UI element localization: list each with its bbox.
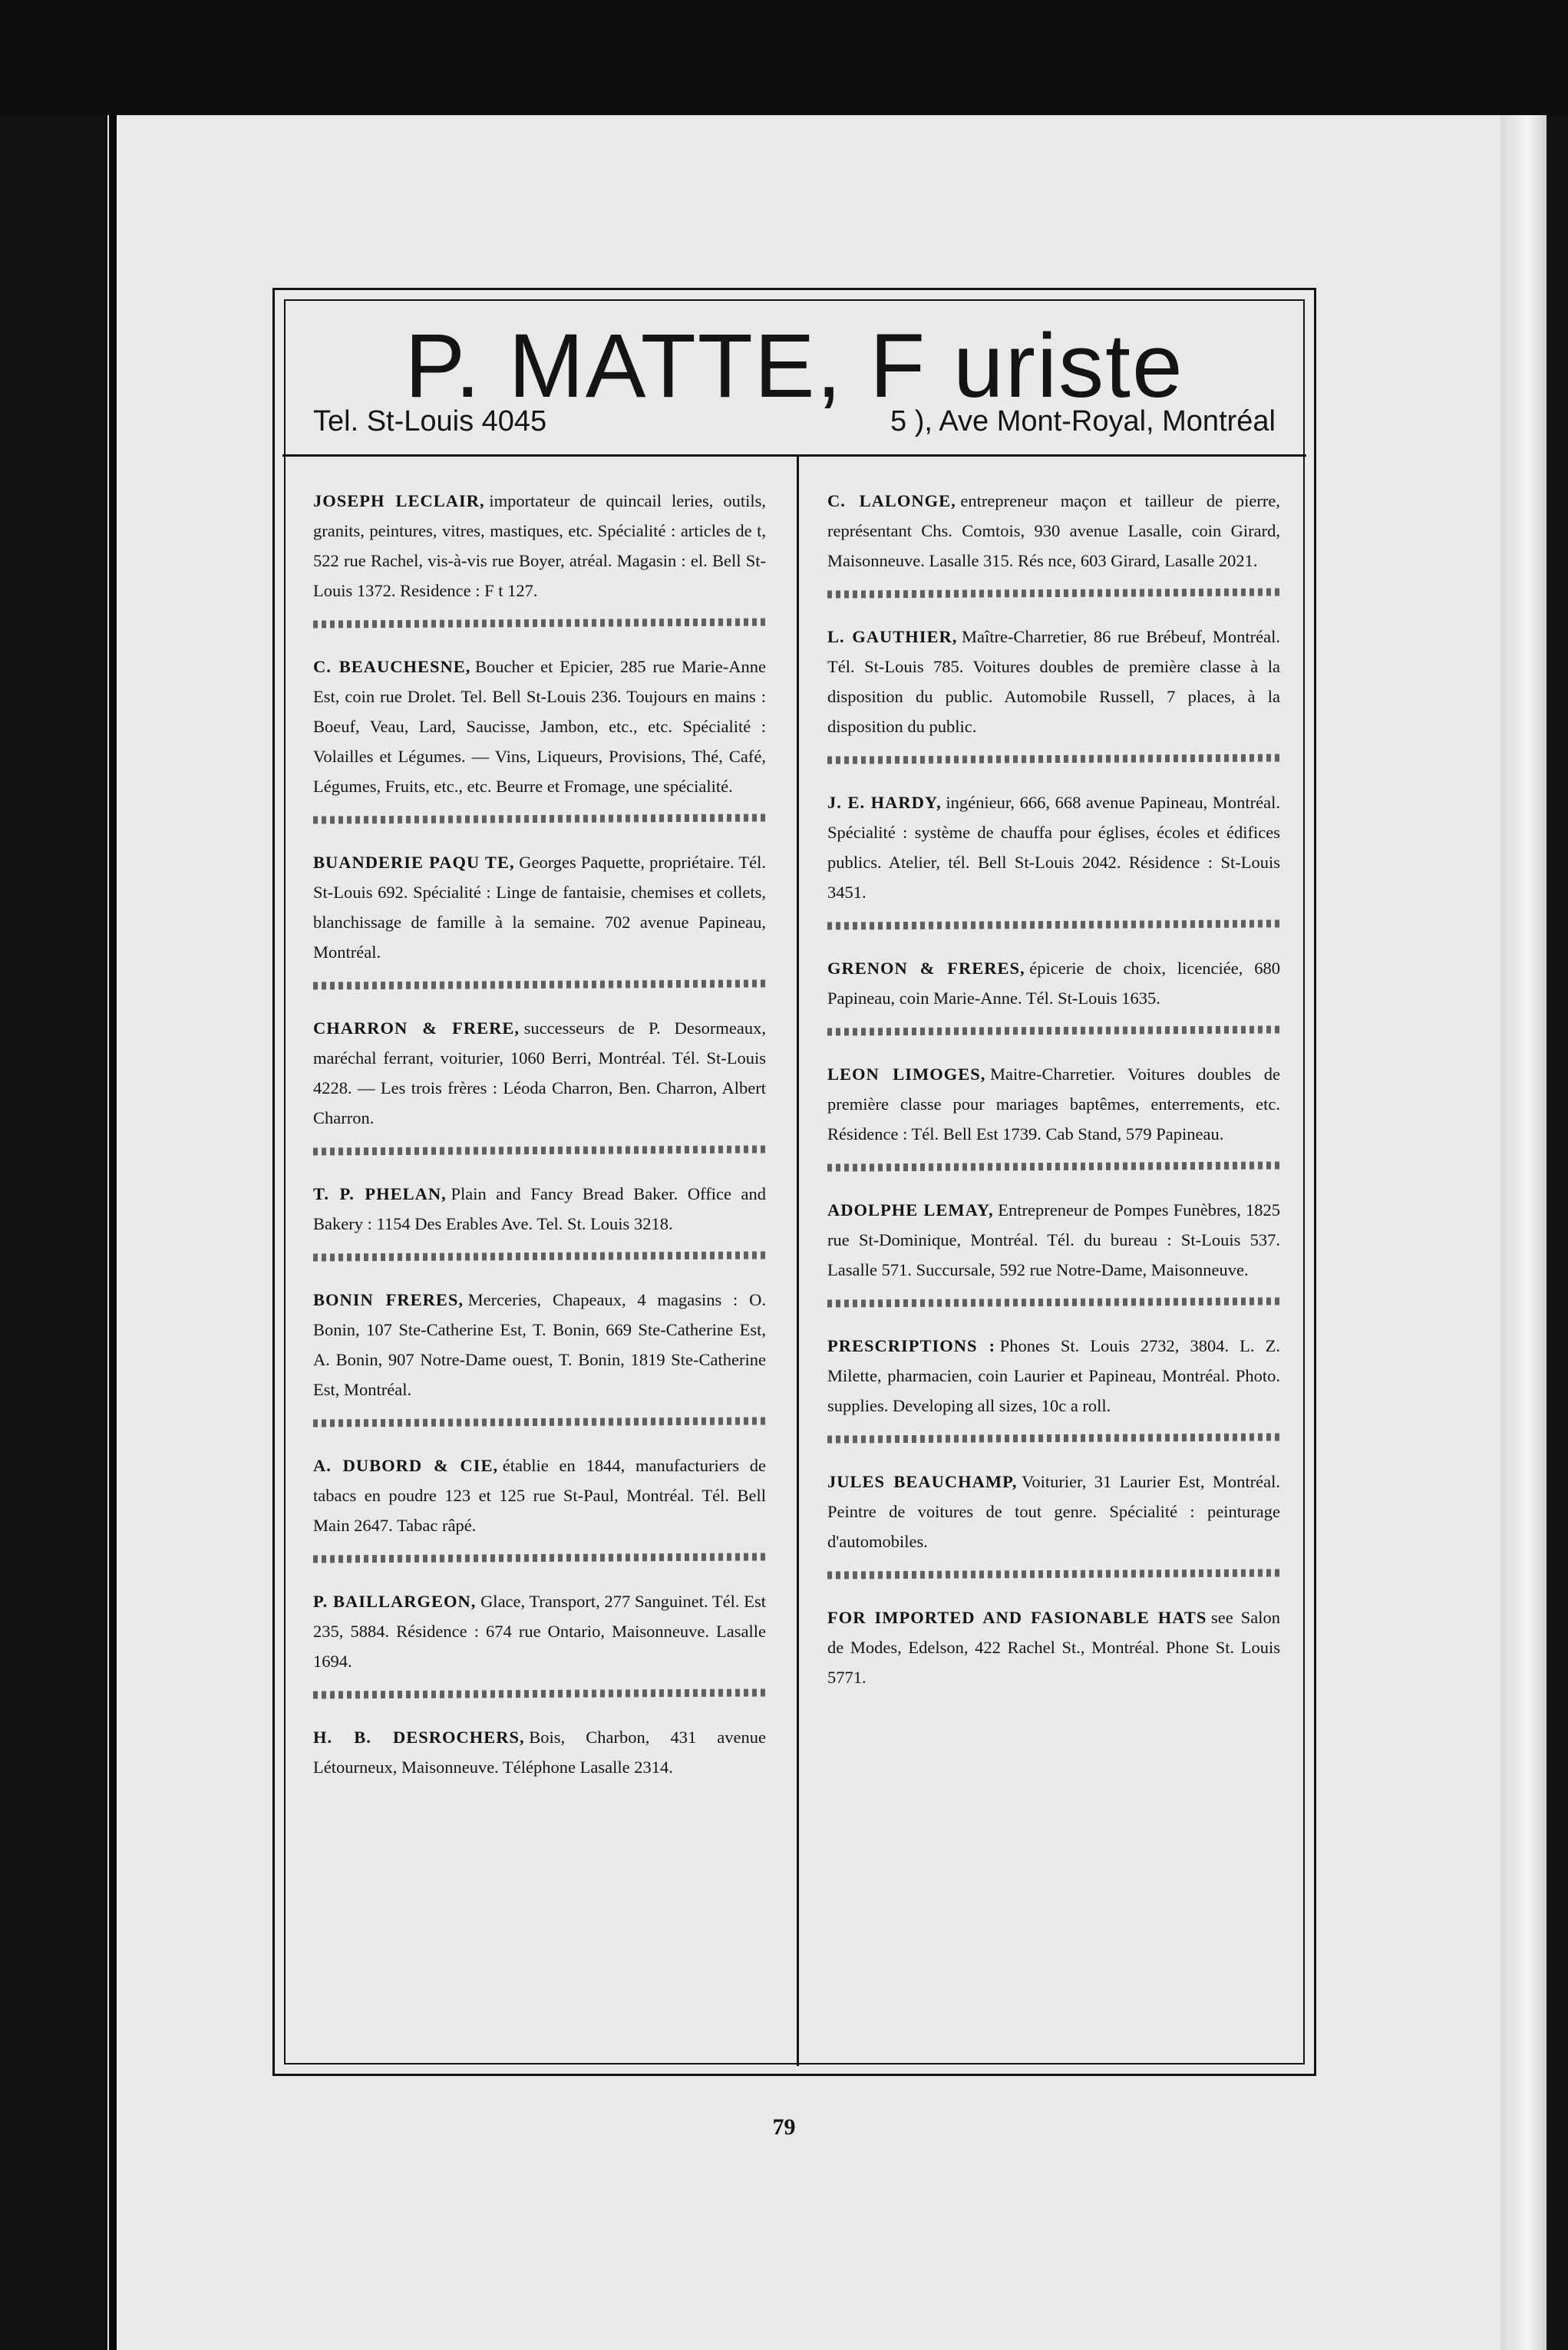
wavy-separator bbox=[313, 1688, 766, 1698]
wavy-separator bbox=[827, 1297, 1280, 1307]
ad-name: H. B. DESROCHERS, bbox=[313, 1728, 525, 1747]
ad-text: Maître-Charretier, 86 rue Brébeuf, Montréal. Tél. St-Louis 785. Voitures doubles de première classe à la disposition du public. Automobile Russell, 7 places, à la disposition du public. bbox=[827, 627, 1281, 736]
left-column bbox=[313, 486, 766, 1782]
ad-text: Entrepreneur de Pompes Funèbres, 1825 rue St-Dominique, Montréal. Tél. du bureau : St-Louis 537. Lasalle 571. Succursale, 592 rue Notre-Dame, Maisonneuve. bbox=[827, 1200, 1280, 1279]
ad-entry bbox=[313, 1179, 766, 1239]
ad-name: T. P. PHELAN, bbox=[313, 1184, 447, 1203]
page-number: 79 bbox=[772, 2114, 796, 2140]
ad-text: see Salon de Modes, Edelson, 422 Rachel St., Montréal. Phone St. Louis 5771. bbox=[827, 1608, 1281, 1687]
page-title: P. MATTE, F uriste bbox=[404, 315, 1184, 417]
ad-name: CHARRON & FRERE, bbox=[313, 1018, 520, 1038]
ad-text: Bois, Charbon, 431 avenue Létourneux, Maisonneuve. Téléphone Lasalle 2314. bbox=[313, 1728, 766, 1777]
ad-text: ingénieur, 666, 668 avenue Papineau, Montréal. Spécialité : système de chauffa pour églises, écoles et édifices publics. Atelier, tél. Bell St-Louis 2042. Résidence : St-Louis 3451. bbox=[827, 793, 1280, 902]
wavy-separator bbox=[313, 1417, 766, 1427]
ad-name: A. DUBORD & CIE, bbox=[313, 1456, 499, 1475]
ad-text: établie en 1844, manufacturiers de tabacs en poudre 123 et 125 rue St-Paul, Montréal. Tél. Bell Main 2647. Tabac râpé. bbox=[313, 1456, 766, 1535]
wavy-separator bbox=[313, 1145, 766, 1155]
right-column bbox=[827, 486, 1280, 1692]
wavy-separator bbox=[827, 1025, 1280, 1035]
wavy-separator bbox=[313, 1553, 766, 1563]
ad-text: Merceries, Chapeaux, 4 magasins : O. Bonin, 107 Ste-Catherine Est, T. Bonin, 669 Ste-Catherine Est, A. Bonin, 907 Notre-Dame ouest, T. Bonin, 1819 Ste-Catherine Est, Montréal. bbox=[313, 1290, 766, 1399]
wavy-separator bbox=[827, 1433, 1280, 1443]
ad-name: FOR IMPORTED AND FASIONABLE HATS bbox=[827, 1608, 1207, 1627]
ad-entry bbox=[827, 953, 1280, 1013]
wavy-separator bbox=[827, 1569, 1280, 1579]
ad-entry bbox=[313, 486, 766, 606]
binding-shadow bbox=[109, 115, 117, 2350]
ad-entry bbox=[827, 1602, 1280, 1692]
column-divider bbox=[797, 454, 799, 2066]
ad-name: C. BEAUCHESNE, bbox=[313, 657, 471, 676]
ad-text: Boucher et Epicier, 285 rue Marie-Anne Est, coin rue Drolet. Tel. Bell St-Louis 236. Toujours en mains : Boeuf, Veau, Lard, Saucisse, Jambon, etc., etc. Spécialité : Volailles et Légumes. — Vins, Liqueurs, Provisions, Thé, Café, Légumes, Fruits, etc., etc. Beurre et Fromage, une spécialité. bbox=[313, 657, 766, 796]
advertisement-frame bbox=[272, 288, 1316, 2076]
ad-entry bbox=[827, 622, 1280, 741]
ad-text: Plain and Fancy Bread Baker. Office and Bakery : 1154 Des Erables Ave. Tel. St. Louis 3218. bbox=[313, 1184, 766, 1233]
ad-name: PRESCRIPTIONS : bbox=[827, 1336, 996, 1355]
ad-entry bbox=[827, 1059, 1280, 1149]
ad-name: LEON LIMOGES, bbox=[827, 1064, 986, 1084]
ad-name: GRENON & FRERES, bbox=[827, 959, 1025, 978]
ad-entry bbox=[313, 1451, 766, 1540]
ad-entry bbox=[313, 1722, 766, 1782]
ad-entry bbox=[313, 1285, 766, 1404]
ad-name: J. E. HARDY, bbox=[827, 793, 942, 812]
wavy-separator bbox=[827, 588, 1280, 598]
header-telephone: Tel. St-Louis 4045 bbox=[313, 405, 547, 437]
ad-entry bbox=[827, 1331, 1280, 1421]
ad-name: C. LALONGE, bbox=[827, 491, 956, 510]
header-rule bbox=[282, 454, 1306, 457]
page-edge bbox=[1500, 115, 1547, 2350]
ad-text: entrepreneur maçon et tailleur de pierre, représentant Chs. Comtois, 930 avenue Lasalle, coin Girard, Maisonneuve. Lasalle 315. Rés nce, 603 Girard, Lasalle 2021. bbox=[827, 491, 1280, 570]
ad-entry bbox=[827, 486, 1280, 576]
ad-name: L. GAUTHIER, bbox=[827, 627, 958, 646]
ad-name: BONIN FRERES, bbox=[313, 1290, 464, 1309]
ad-text: épicerie de choix, licenciée, 680 Papineau, coin Marie-Anne. Tél. St-Louis 1635. bbox=[827, 959, 1280, 1008]
ad-entry bbox=[313, 847, 766, 967]
header-address: 5 ), Ave Mont-Royal, Montréal bbox=[890, 405, 1276, 437]
wavy-separator bbox=[827, 754, 1280, 764]
ad-text: successeurs de P. Desormeaux, maréchal ferrant, voiturier, 1060 Berri, Montréal. Tél. St-Louis 4228. — Les trois frères : Léoda Charron, Ben. Charron, Albert Charron. bbox=[313, 1018, 766, 1127]
wavy-separator bbox=[313, 1251, 766, 1261]
ad-name: JOSEPH LECLAIR, bbox=[313, 491, 485, 510]
ad-text: Georges Paquette, propriétaire. Tél. St-Louis 692. Spécialité : Linge de fantaisie, chemises et collets, blanchissage de famille à la semaine. 702 avenue Papineau, Montréal. bbox=[313, 853, 767, 962]
ad-entry bbox=[313, 1013, 766, 1133]
ad-text: importateur de quincail leries, outils, granits, peintures, vitres, mastiques, etc. Spécialité : articles de t, 522 rue Rachel, vis-à-vis rue Boyer, atréal. Magasin : el. Bell St-Louis 1372. Residence : F t 127. bbox=[313, 491, 766, 600]
ad-text: Maitre-Charretier. Voitures doubles de première classe pour mariages baptêmes, enterrements, etc. Résidence : Tél. Bell Est 1739. Cab Stand, 579 Papineau. bbox=[827, 1064, 1280, 1144]
wavy-separator bbox=[313, 979, 766, 989]
ad-text: Phones St. Louis 2732, 3804. L. Z. Milette, pharmacien, coin Laurier et Papineau, Montréal. Photo. supplies. Developing all sizes, 10c a roll. bbox=[827, 1336, 1281, 1415]
scan-dark-border bbox=[0, 0, 1568, 115]
wavy-separator bbox=[827, 919, 1280, 929]
ad-entry bbox=[313, 1586, 766, 1676]
ad-name: P. BAILLARGEON, bbox=[313, 1592, 477, 1611]
ad-name: BUANDERIE PAQU TE, bbox=[313, 853, 515, 872]
ad-text: Glace, Transport, 277 Sanguinet. Tél. Est 235, 5884. Résidence : 674 rue Ontario, Maisonneuve. Lasalle 1694. bbox=[313, 1592, 766, 1671]
ad-name: ADOLPHE LEMAY, bbox=[827, 1200, 994, 1220]
ad-entry bbox=[313, 652, 766, 801]
ad-entry bbox=[827, 787, 1280, 907]
wavy-separator bbox=[827, 1161, 1280, 1171]
ad-name: JULES BEAUCHAMP, bbox=[827, 1472, 1018, 1491]
ad-entry bbox=[827, 1467, 1280, 1556]
ad-entry bbox=[827, 1195, 1280, 1285]
ad-text: Voiturier, 31 Laurier Est, Montréal. Peintre de voitures de tout genre. Spécialité : peinturage d'automobiles. bbox=[827, 1472, 1281, 1551]
wavy-separator bbox=[313, 618, 766, 628]
wavy-separator bbox=[313, 814, 766, 823]
